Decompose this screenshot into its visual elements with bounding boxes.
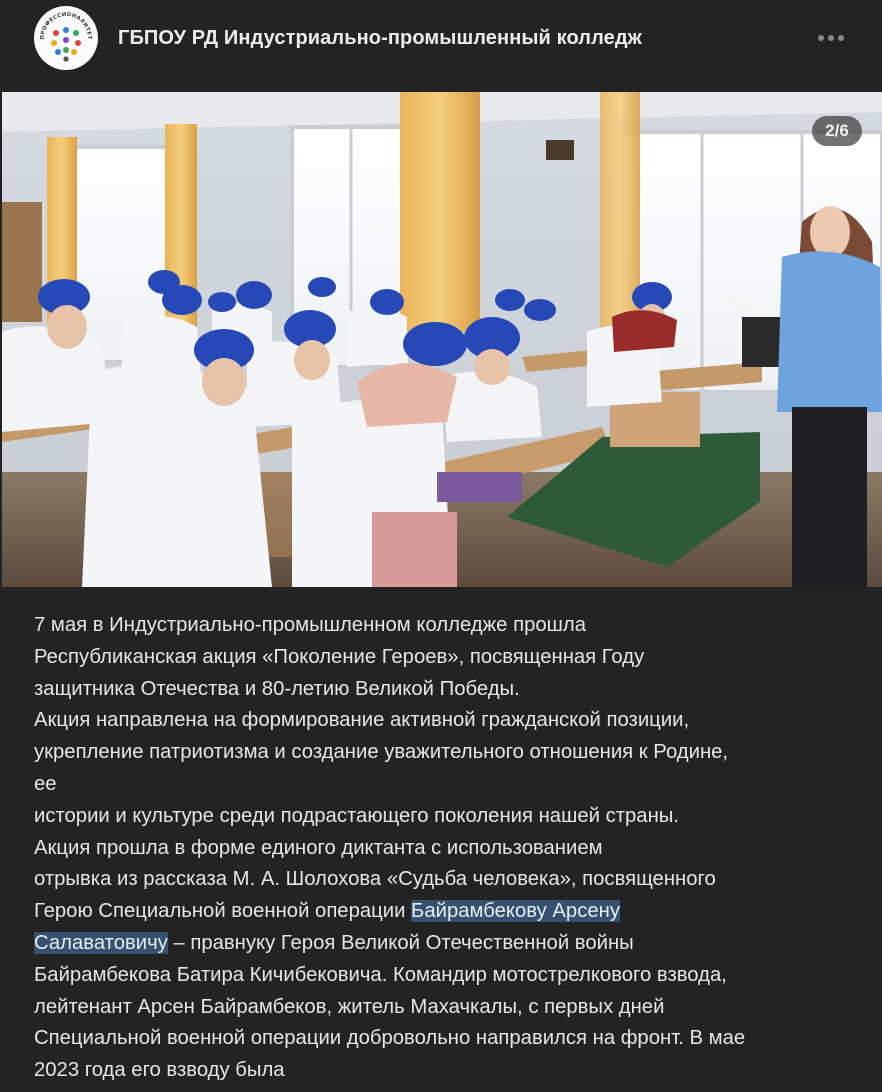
text-segment: Герою Специальной военной операции xyxy=(34,900,412,923)
more-dots-icon[interactable] xyxy=(816,28,846,48)
highlighted-name[interactable]: Байрамбекову Арсену xyxy=(411,900,620,923)
text-line: 7 мая в Индустриально-промышленном колледже прошла xyxy=(34,614,587,636)
photo-counter: 2/6 xyxy=(812,116,862,146)
classroom-photo xyxy=(2,92,882,587)
text-line: ее xyxy=(34,772,57,795)
college-logo-icon[interactable] xyxy=(34,6,98,70)
post-author-name[interactable]: ГБПОУ РД Индустриально-промышленный колледж xyxy=(118,27,642,49)
post-header xyxy=(0,0,882,80)
text-line: 2023 года его взводу была xyxy=(34,1059,285,1082)
text-line: укрепление патриотизма и создание уважительного отношения к Родине, xyxy=(34,741,729,764)
text-line: Республиканская акция «Поколение Героев», посвященная Году xyxy=(34,645,645,668)
text-segment: – правнуку Героя Великой Отечественной войны xyxy=(167,931,634,954)
text-line: истории и культуре среди подрастающего поколения нашей страны. xyxy=(34,804,679,827)
avatar-arc-text: ПРОФЕССИОНАЛИТЕТ xyxy=(39,11,93,40)
post-photo[interactable] xyxy=(2,92,882,587)
text-line: Акция направлена на формирование активной гражданской позиции, xyxy=(34,709,690,732)
text-line xyxy=(34,928,864,960)
text-line: Специальной военной операции добровольно направился на фронт. В мае xyxy=(34,1027,746,1050)
text-line: лейтенант Арсен Байрамбеков, житель Махачкалы, с первых дней xyxy=(34,995,665,1018)
text-line: Акция прошла в форме единого диктанта с использованием xyxy=(34,836,603,859)
text-line: отрывка из рассказа М. А. Шолохова «Судьба человека», посвященного xyxy=(34,868,716,891)
post-text xyxy=(34,610,864,1087)
highlighted-name[interactable]: Салаватовичу xyxy=(34,931,168,954)
text-line: Байрамбекова Батира Кичибековича. Командир мотострелкового взвода, xyxy=(34,963,727,986)
text-line xyxy=(34,896,864,928)
text-line: защитника Отечества и 80-летию Великой Победы. xyxy=(34,677,520,700)
